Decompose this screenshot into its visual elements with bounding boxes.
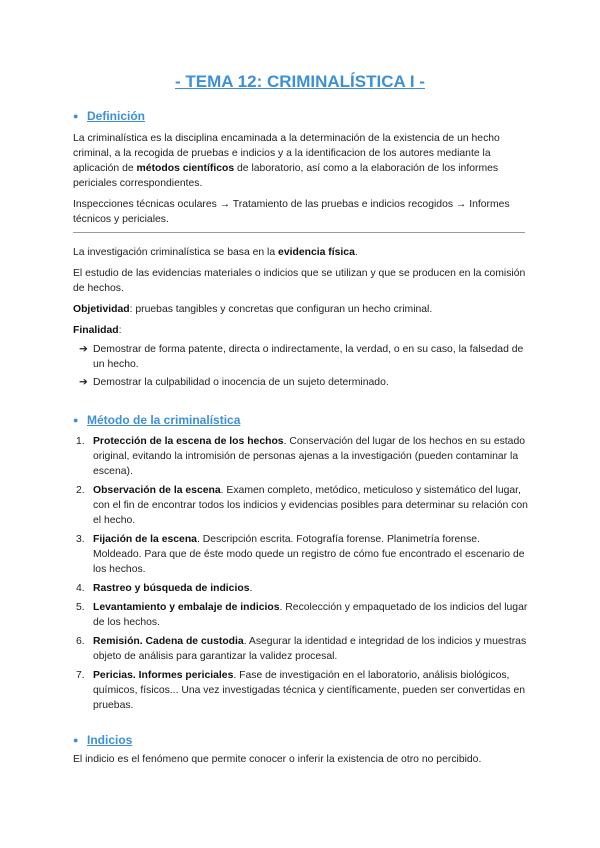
process-paragraph: Inspecciones técnicas oculares → Tratamiento de las pruebas e indicios recogidos → Informes técnicos y periciales. <box>73 199 510 225</box>
section-definicion <box>73 109 529 227</box>
list-item: ➔ Demostrar de forma patente, directa o indirectamente, la verdad, o en su caso, la falsedad de un hecho. <box>79 344 524 370</box>
evidencia-paragraph: La investigación criminalística se basa en la evidencia física. <box>73 247 358 258</box>
list-item: ➔ Demostrar la culpabilidad o inocencia de un sujeto determinado. <box>79 377 389 388</box>
arrow-icon: ➔ <box>79 344 88 355</box>
list-item: 1. Protección de la escena de los hechos. Conservación del lugar de los hechos en su estado original, evitando la intromisión de personas ajenas a la investigación (pueden contaminar la escena). <box>76 436 526 477</box>
finalidad-label: Finalidad: <box>73 325 122 336</box>
list-item: 4. Rastreo y búsqueda de indicios. <box>76 583 253 594</box>
section-metodo <box>73 413 529 713</box>
section-heading: ● Definición <box>73 109 146 123</box>
section-indicios <box>73 733 529 767</box>
bullet-icon: ● <box>73 415 79 425</box>
list-item: 6. Remisión. Cadena de custodia. Asegurar la identidad e integridad de los indicios y muestras objeto de análisis para garantizar la validez procesal. <box>76 636 527 662</box>
page-title: - TEMA 12: CRIMINALÍSTICA I - <box>175 72 425 91</box>
list-item: 7. Pericias. Informes periciales. Fase de investigación en el laboratorio, análisis biológicos, químicos, físicos... Una vez investigadas técnica y científicamente, pueden ser convertidas en pruebas. <box>76 670 526 711</box>
list-item: 2. Observación de la escena. Examen completo, metódico, meticuloso y sistemático del lugar, con el fin de encontrar todos los indicios y evidencias posibles para determinar su relación con el hecho. <box>76 485 528 526</box>
list-item: 3. Fijación de la escena. Descripción escrita. Fotografía forense. Planimetría forense. Moldeado. Para que de éste modo quede un registro de cómo fue encontrado el escenario de los hechos. <box>76 534 525 575</box>
list-item: 5. Levantamiento y embalaje de indicios. Recolección y empaquetado de los indicios del lugar de los hechos. <box>76 602 528 628</box>
bullet-icon: ● <box>73 111 79 121</box>
estudio-paragraph: El estudio de las evidencias materiales o indicios que se utilizan y que se producen en la comisión de hechos. <box>73 268 526 294</box>
indicios-paragraph: El indicio es el fenómeno que permite conocer o inferir la existencia de otro no percibido. <box>73 754 482 765</box>
horizontal-divider <box>73 232 525 233</box>
bullet-icon: ● <box>73 735 79 745</box>
definition-paragraph: La criminalística es la disciplina encaminada a la determinación de la existencia de un hecho criminal, a la recogida de pruebas e indicios y a la identificacion de los autores mediante la aplicación de métodos científicos de laboratorio, así como a la elaboración de los informes periciales correspondientes. <box>73 133 500 189</box>
objetividad-paragraph: Objetividad: pruebas tangibles y concretas que configuran un hecho criminal. <box>73 304 433 315</box>
section-heading: ● Método de la criminalística <box>73 413 241 427</box>
arrow-icon: ➔ <box>79 377 88 388</box>
method-list <box>73 434 529 713</box>
section-evidencia <box>73 245 529 390</box>
section-heading: ● Indicios <box>73 733 133 747</box>
